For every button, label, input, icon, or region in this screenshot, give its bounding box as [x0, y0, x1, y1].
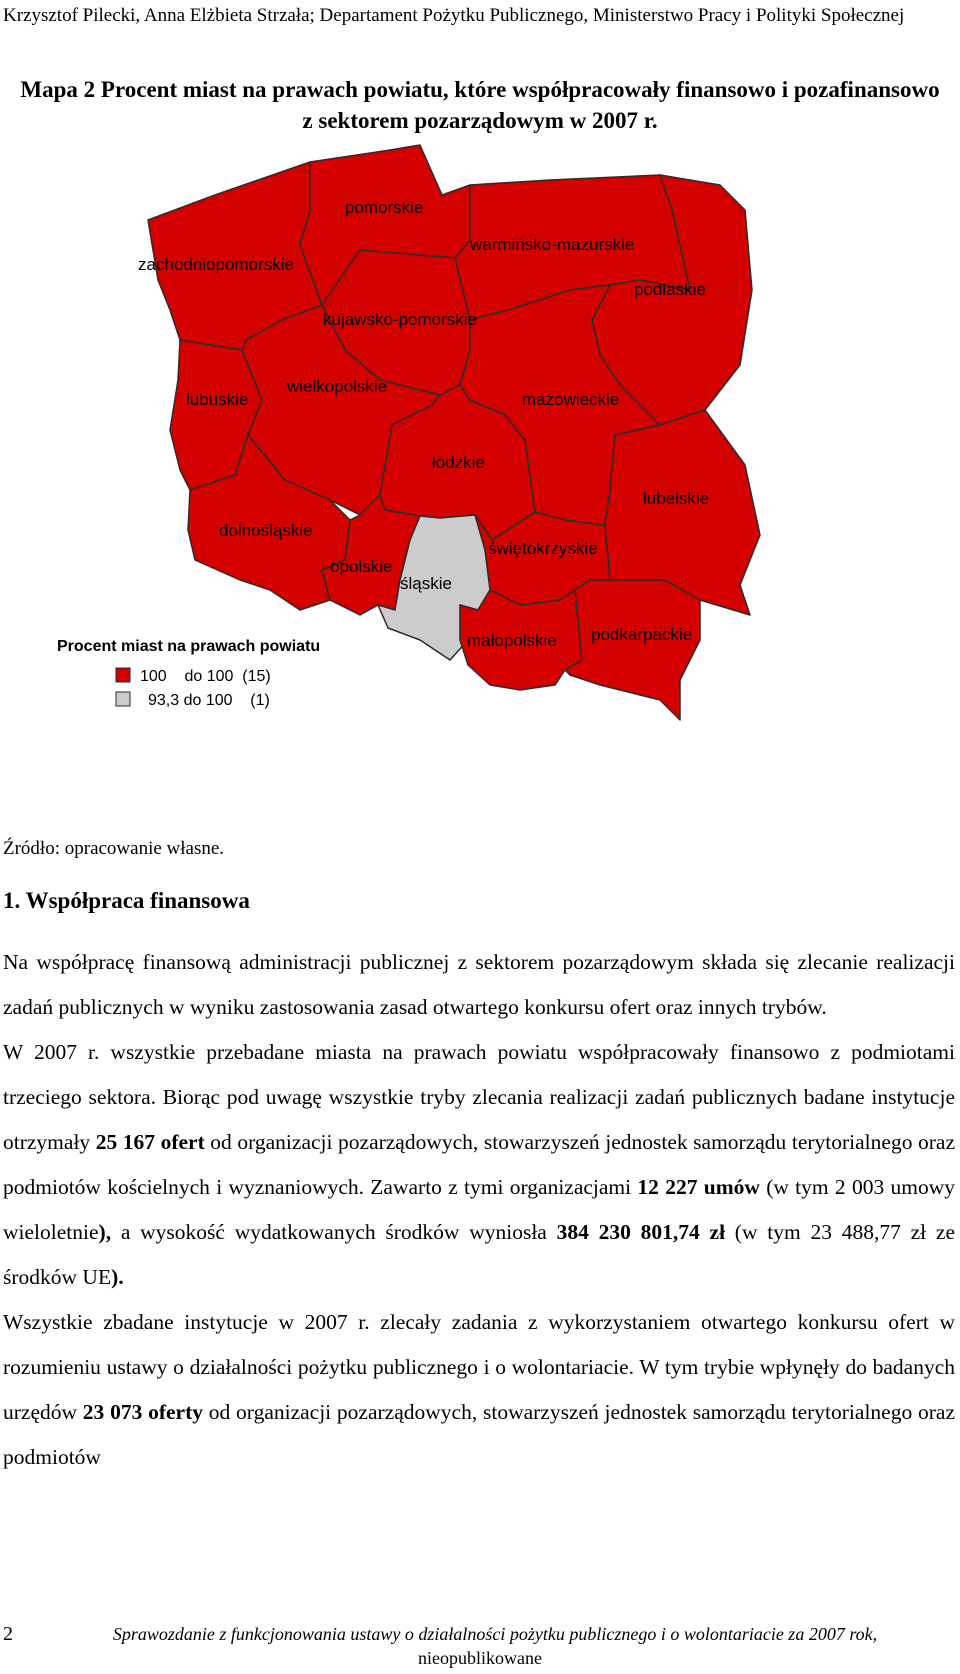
offers-count: 25 167 ofert	[95, 1130, 205, 1154]
label-podkarpackie: podkarpackie	[591, 625, 693, 644]
label-wielkopolskie: wielkopolskie	[287, 377, 388, 396]
label-dolnoslaskie: dolnośląskie	[219, 521, 313, 540]
label-malopolskie: małopolskie	[467, 631, 557, 650]
text-run: a wysokość wydatkowanych środków wyniosła	[111, 1220, 557, 1244]
contracts-count: 12 227 umów	[637, 1175, 760, 1199]
paragraph-3	[3, 1300, 955, 1480]
label-lubuskie: lubuskie	[186, 390, 249, 409]
footer-note-2: nieopublikowane	[418, 1648, 542, 1668]
legend-swatch-partial	[116, 692, 130, 706]
document-header: Krzysztof Pilecki, Anna Elżbieta Strzała; Departament Pożytku Publicznego, Ministerstwo Pracy i Polityki Społecznej	[3, 5, 905, 26]
page-number: 2	[3, 1623, 13, 1645]
text-run: W 2007 r. wszystkie przebadane miasta na prawach powiatu współpracowały finansowo z podmiotami trzeciego sektora. Biorąc pod uwagę wszystkie tryby zlecania realizacji zadań publicznych badane instytucje otrzymały	[3, 1040, 955, 1154]
label-mazowieckie: mazowieckie	[522, 390, 620, 409]
map-legend	[57, 638, 320, 709]
paragraph-1: Na współpracę finansową administracji publicznej z sektorem pozarządowym składa się zlecanie realizacji zadań publicznych w wyniku zastosowania zasad otwartego konkursu ofert oraz innych trybów.	[3, 950, 955, 1019]
label-zachodniopomorskie: zachodniopomorskie	[138, 255, 294, 274]
legend-label-partial: 93,3 do 100 (1)	[148, 692, 270, 709]
funds-amount: 384 230 801,74 zł	[556, 1220, 726, 1244]
legend-title: Procent miast na prawach powiatu	[57, 638, 321, 655]
source-note: Źródło: opracowanie własne.	[3, 838, 225, 859]
poland-voivodeship-map	[0, 140, 960, 780]
section-title: 1. Współpraca finansowa	[3, 888, 250, 913]
text-run: (w tym 23 488,77 zł ze środków UE	[3, 1220, 955, 1289]
region-podkarpackie	[565, 580, 700, 720]
legend-label-full: 100 do 100 (15)	[140, 668, 271, 685]
label-podlaskie: podlaskie	[634, 280, 706, 299]
text-run: (w tym 2 003 umowy wieloletnie	[3, 1175, 955, 1244]
paragraph-2	[3, 1030, 955, 1300]
label-pomorskie: pomorskie	[345, 198, 424, 217]
label-swietokrzyskie: świętokrzyskie	[488, 539, 598, 558]
map-title: Mapa 2 Procent miast na prawach powiatu, które współpracowały finansowo i pozafinansowo z sektorem pozarządowym w 2007 r.	[20, 77, 940, 133]
text-run: ),	[98, 1220, 112, 1244]
text-run: ).	[111, 1265, 124, 1289]
text-run: od organizacji pozarządowych, stowarzyszeń jednostek samorządu terytorialnego oraz podmiotów kościelnych i wyznaniowych. Zawarto z tymi organizacjami	[3, 1130, 955, 1199]
label-kujawsko-pomorskie: kujawsko-pomorskie	[323, 310, 477, 329]
text-run: od organizacji pozarządowych, stowarzyszeń jednostek samorządu terytorialnego oraz podmiotów	[3, 1400, 955, 1469]
competition-offers-count: 23 073 oferty	[82, 1400, 203, 1424]
footer-note: Sprawozdanie z funkcjonowania ustawy o działalności pożytku publicznego i o wolontariacie za 2007 rok,	[112, 1624, 878, 1644]
body-text	[3, 940, 955, 1480]
label-opolskie: opolskie	[330, 557, 393, 576]
page-footer	[0, 1622, 960, 1670]
label-slaskie: śląskie	[400, 574, 452, 593]
text-run: Wszystkie zbadane instytucje w 2007 r. zlecały zadania z wykorzystaniem otwartego konkursu ofert w rozumieniu ustawy o działalności pożytku publicznego i o wolontariacie. W tym trybie wpłynęły do badanych urzędów	[3, 1310, 955, 1424]
legend-swatch-full	[116, 668, 130, 682]
label-lodzkie: łódzkie	[432, 453, 485, 472]
label-warminsko-mazurskie: warmińsko-mazurskie	[470, 235, 635, 254]
label-lubelskie: lubelskie	[643, 489, 710, 508]
